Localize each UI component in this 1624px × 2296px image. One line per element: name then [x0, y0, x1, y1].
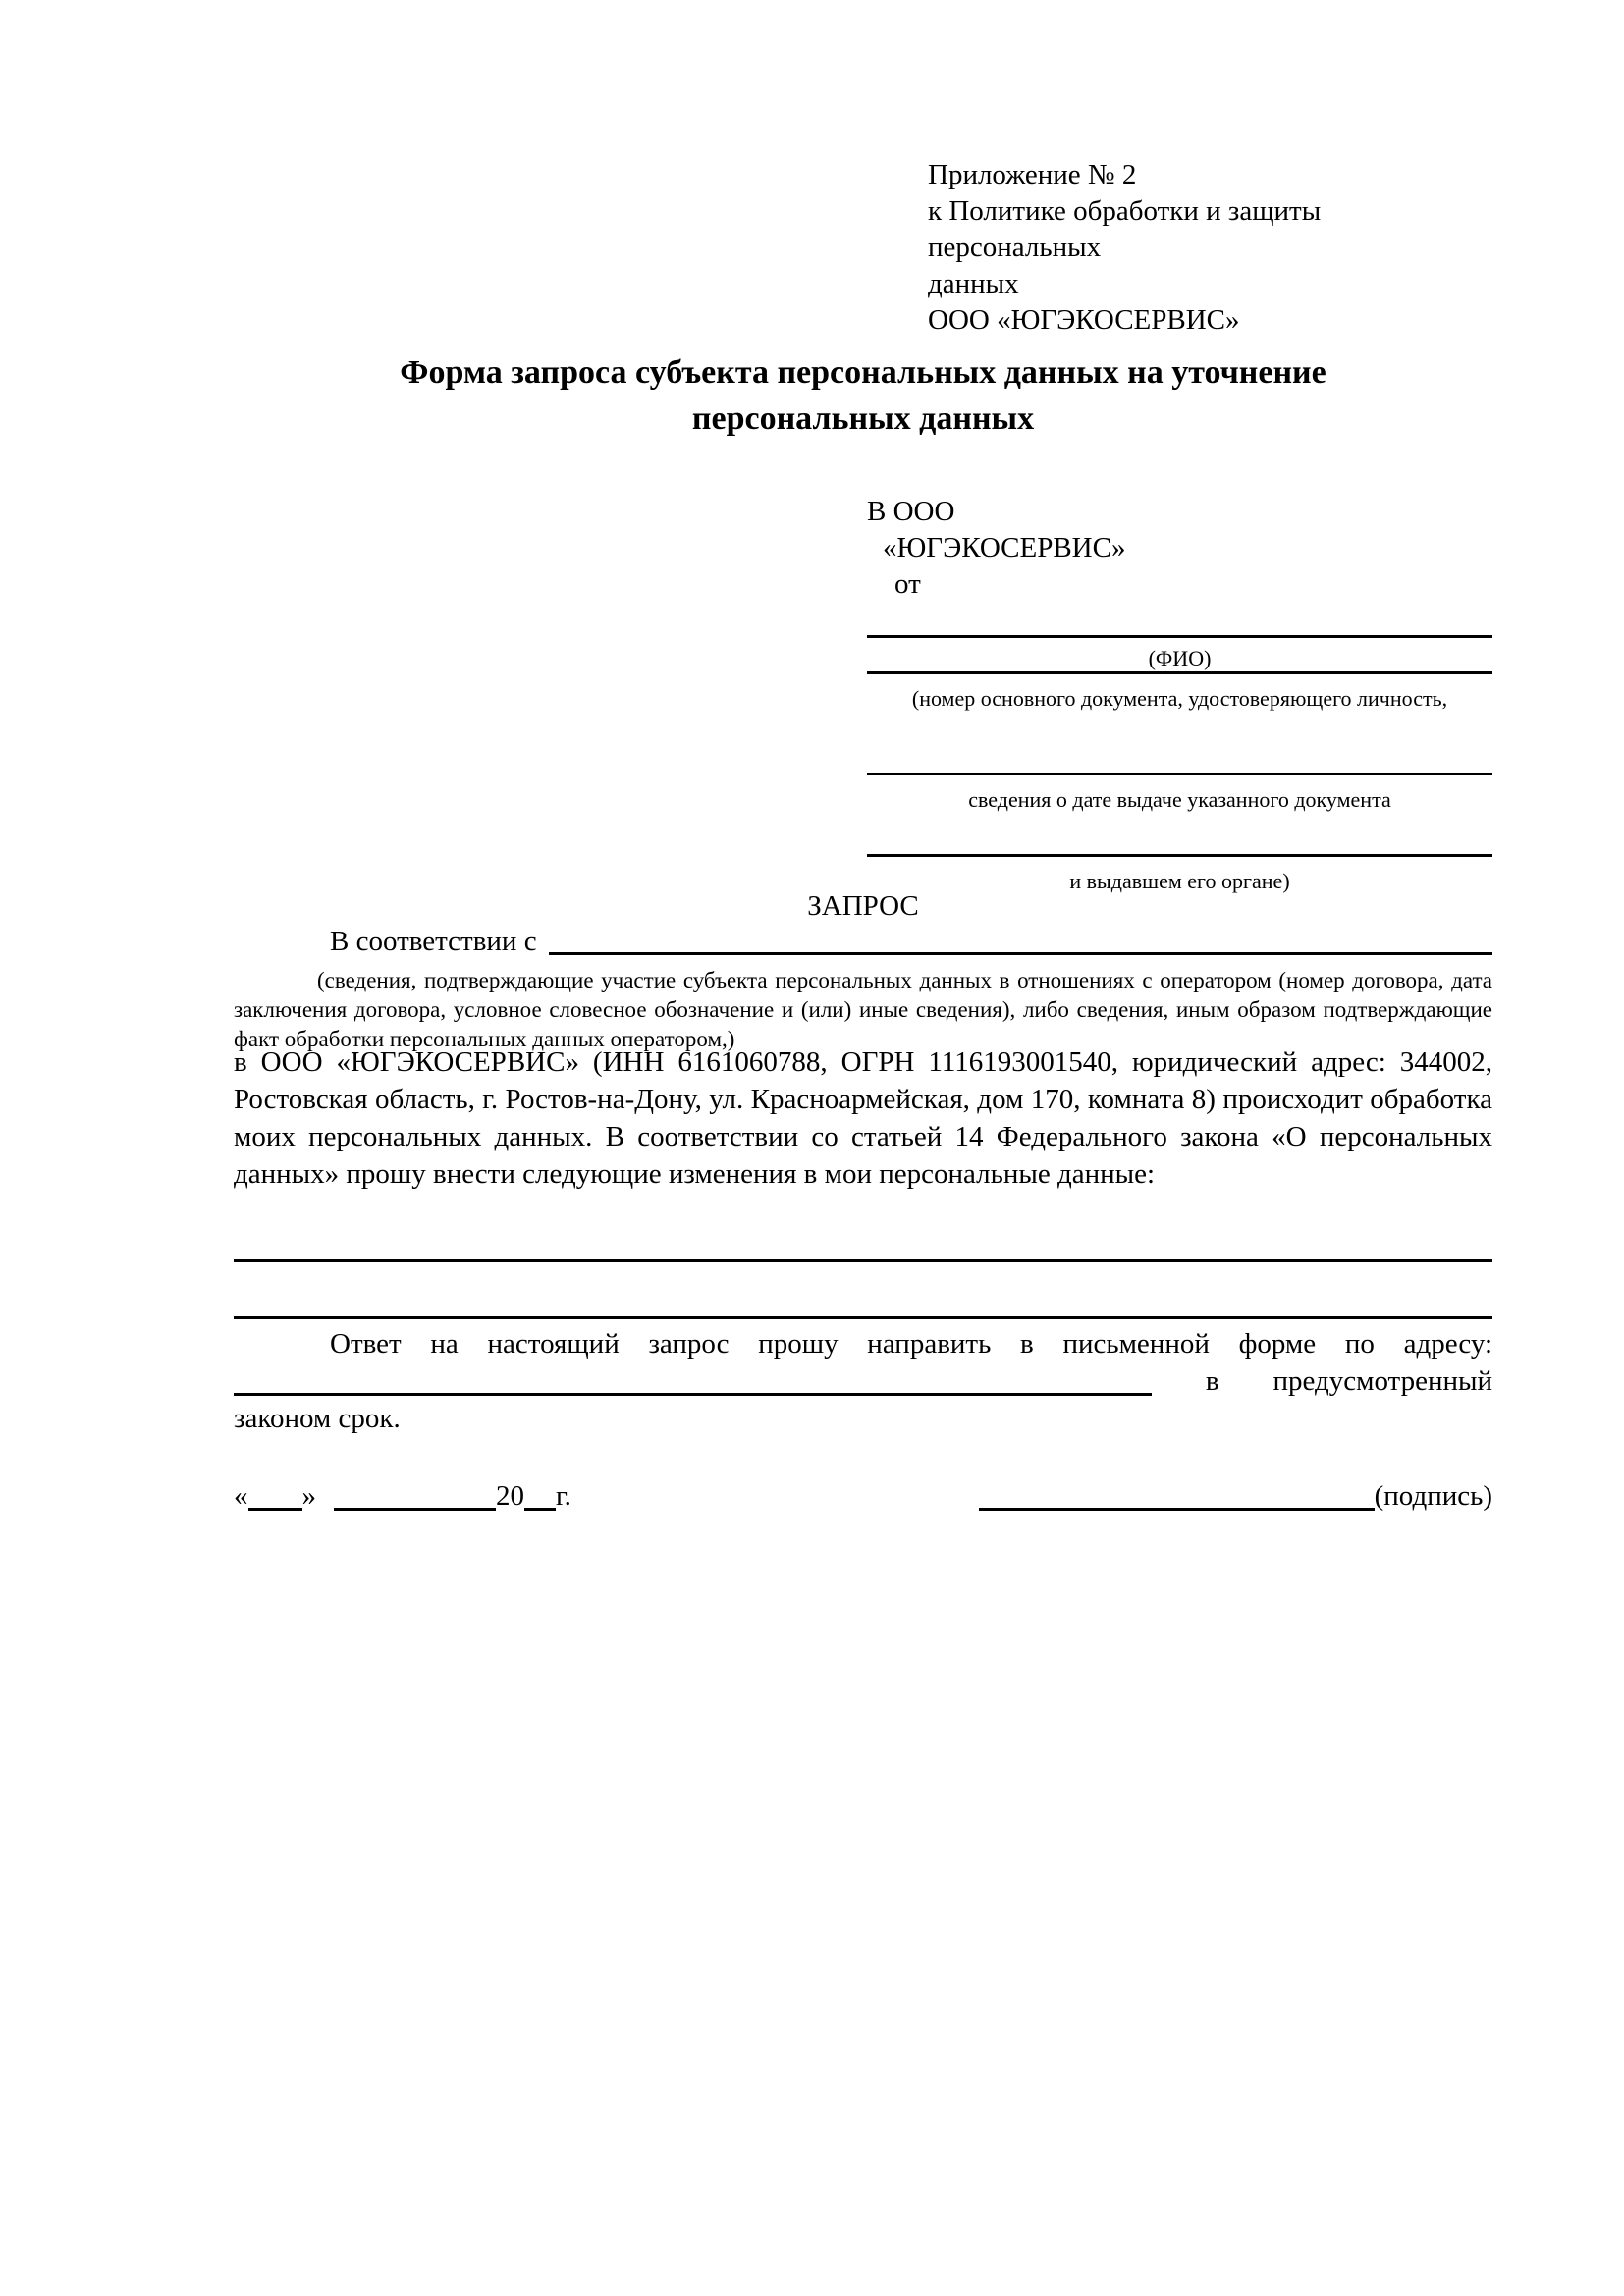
issuing-authority-caption: и выдавшем его органе) — [1069, 869, 1290, 893]
signature-label: (подпись) — [1374, 1480, 1492, 1512]
fio-fill-line — [867, 603, 1492, 638]
day-fill-line — [248, 1508, 302, 1511]
appendix-number: Приложение № 2 — [928, 159, 1137, 190]
reply-address-row — [234, 1362, 1492, 1400]
year-fill-line — [524, 1508, 556, 1511]
reply-sentence: Ответ на настоящий запрос прошу направить в письменной форме по адресу: — [330, 1328, 1492, 1360]
addressee-company: «ЮГЭКОСЕРВИС» — [883, 532, 1126, 563]
reply-tail-word-1: в — [1205, 1365, 1219, 1397]
month-fill-line — [334, 1508, 496, 1511]
intro-prefix: В соответствии с — [330, 926, 537, 957]
footnote-text: (сведения, подтверждающие участие субъекта персональных данных в отношениях с оператором (номер договора, дата заключения договора, условное словесное обозначение и (или) иные сведения), либо сведения, иным образом подтверждающие факт обработки персональных данных оператором,) — [234, 968, 1492, 1051]
open-quote: « — [234, 1480, 248, 1512]
document-number-fill-line — [867, 671, 1492, 674]
date-field — [234, 1477, 571, 1515]
signature-field — [979, 1477, 1492, 1515]
address-fill-line — [234, 1393, 1152, 1396]
reply-closing: законом срок. — [234, 1403, 401, 1434]
addressee-from-label: от — [894, 568, 921, 600]
fio-field — [867, 603, 1492, 671]
intro-row — [234, 924, 1492, 960]
basis-fill-line — [549, 924, 1492, 955]
changes-fill-line-1 — [234, 1259, 1492, 1262]
page-title — [234, 349, 1492, 442]
body-paragraph: в ООО «ЮГЭКОСЕРВИС» (ИНН 6161060788, ОГРН 1116193001540, юридический адрес: 344002, Ростовская область, г. Ростов-на-Дону, ул. Красноармейская, дом 170, комната 8) происходит обработка моих персональных данных. В соответствии со статьей 14 Федерального закона «О персональных данных» прошу внести следующие изменения в мои персональные данные: — [234, 1046, 1492, 1190]
addressee-block — [867, 494, 1492, 894]
year-suffix: г. — [556, 1480, 571, 1512]
issue-date-field — [867, 712, 1492, 813]
appendix-policy-line-wrap: данных — [928, 268, 1019, 299]
date-signature-row — [234, 1477, 1492, 1515]
issuing-authority-field — [867, 813, 1492, 894]
page-title-line-2: персональных данных — [691, 400, 1035, 437]
issue-date-caption: сведения о дате выдаче указанного документа — [968, 787, 1391, 812]
appendix-header — [928, 157, 1492, 339]
addressee-to-line: В ООО — [867, 496, 955, 527]
reply-paragraph — [234, 1325, 1492, 1437]
text-block — [234, 0, 1492, 2296]
page-title-line-1: Форма запроса субъекта персональных данных на уточнение — [400, 354, 1326, 391]
document-number-caption: (номер основного документа, удостоверяющего личность, — [911, 686, 1448, 711]
company-name: ООО «ЮГЭКОСЕРВИС» — [928, 304, 1240, 336]
issue-date-fill-line — [867, 712, 1492, 775]
signature-fill-line — [979, 1508, 1375, 1511]
close-quote: » — [301, 1480, 316, 1512]
changes-fill-line-2 — [234, 1316, 1492, 1319]
document-number-field — [867, 671, 1492, 712]
appendix-policy-line: к Политике обработки и защиты персональных — [928, 195, 1322, 263]
issuing-authority-fill-line — [867, 813, 1492, 857]
reply-tail-word-2: предусмотренный — [1272, 1365, 1492, 1397]
fio-caption: (ФИО) — [1148, 646, 1212, 670]
year-prefix: 20 — [496, 1480, 524, 1512]
request-heading: ЗАПРОС — [807, 890, 919, 922]
